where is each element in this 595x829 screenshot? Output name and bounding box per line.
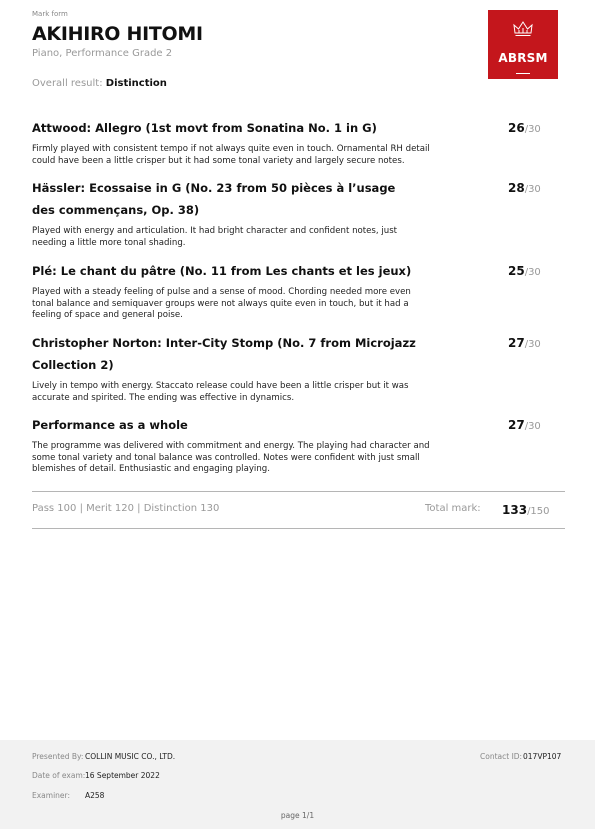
exam-subject: Piano, Performance Grade 2 [32,48,173,59]
total-mark-label: Total mark: [425,503,481,514]
total-mark-value: 133 [502,503,528,517]
presented-by-value: COLLIN MUSIC CO., LTD. [85,752,176,761]
candidate-name: AKIHIRO HITOMI [32,23,203,45]
exam-date-label: Date of exam: [32,771,86,780]
piece-mark-value: 27 [508,418,525,432]
piece-mark [508,264,541,278]
crown-icon [513,20,533,37]
overall-result-value: Distinction [105,78,167,89]
presented-by-label: Presented By: [32,752,84,761]
total-mark [502,503,550,517]
piece-mark-value: 25 [508,264,525,278]
piece-comment: Firmly played with consistent tempo if not always quite even in touch. Ornamental RH detail could have been a little crisper but it had some tonal variety and largely secure notes. [32,144,430,166]
overall-result [32,78,167,89]
summary-bottom-divider [32,528,565,529]
piece-mark-value: 28 [508,181,525,195]
piece-comment: The programme was delivered with commitment and energy. The playing had character and some tonal variety and tonal balance was controlled. Notes were confident with just small blemishes of detail. Enthusiastic and engaging playing. [32,441,430,474]
contact-id-label: Contact ID: [480,752,523,761]
piece-title: Hässler: Ecossaise in G (No. 23 from 50 pièces à l’usage des commençans, Op. 38) [32,181,396,217]
performance-section [32,414,562,476]
contact-id-value: 017VP107 [523,752,562,761]
logo-underline [516,73,530,74]
piece-section-3 [32,260,562,322]
piece-section-4 [32,332,562,404]
piece-mark [508,418,541,432]
piece-title: Attwood: Allegro (1st movt from Sonatina No. 1 in G) [32,121,377,135]
piece-comment: Played with energy and articulation. It had bright character and confident notes, just needing a little more tonal shading. [32,226,398,248]
mark-form-label: Mark form [32,10,68,18]
overall-result-label: Overall result: [32,78,103,89]
piece-mark [508,336,541,350]
piece-mark-value: 26 [508,121,525,135]
examiner-value: A258 [85,791,105,800]
piece-mark-out-of: /30 [524,339,541,350]
piece-section-2 [32,177,562,249]
logo-text: ABRSM [498,51,548,65]
piece-title: Christopher Norton: Inter-City Stomp (No. 7 from Microjazz Collection 2) [32,336,416,372]
piece-section-1 [32,117,562,167]
piece-mark-out-of: /30 [524,421,541,432]
piece-comment: Lively in tempo with energy. Staccato release could have been a little crisper but it was accurate and spirited. The ending was effective in dynamics. [32,381,409,403]
page-number: page 1/1 [280,811,315,820]
piece-comment: Played with a steady feeling of pulse and a sense of mood. Chording needed more even tonal balance and semiquaver groups were not always quite even in touch, but it had a feeling of space and general poise. [32,287,411,320]
piece-mark [508,181,541,195]
piece-title: Performance as a whole [32,418,188,432]
piece-title: Plé: Le chant du pâtre (No. 11 from Les chants et les jeux) [32,264,412,278]
footer [0,740,595,829]
examiner-label: Examiner: [32,791,71,800]
piece-mark-value: 27 [508,336,525,350]
total-mark-out-of: /150 [527,506,550,517]
piece-mark-out-of: /30 [524,267,541,278]
piece-mark-out-of: /30 [524,124,541,135]
summary-top-divider [32,491,565,492]
piece-mark [508,121,541,135]
piece-mark-out-of: /30 [524,184,541,195]
grade-thresholds: Pass 100 | Merit 120 | Distinction 130 [32,503,220,514]
exam-date-value: 16 September 2022 [85,771,160,780]
abrsm-logo [488,10,558,79]
